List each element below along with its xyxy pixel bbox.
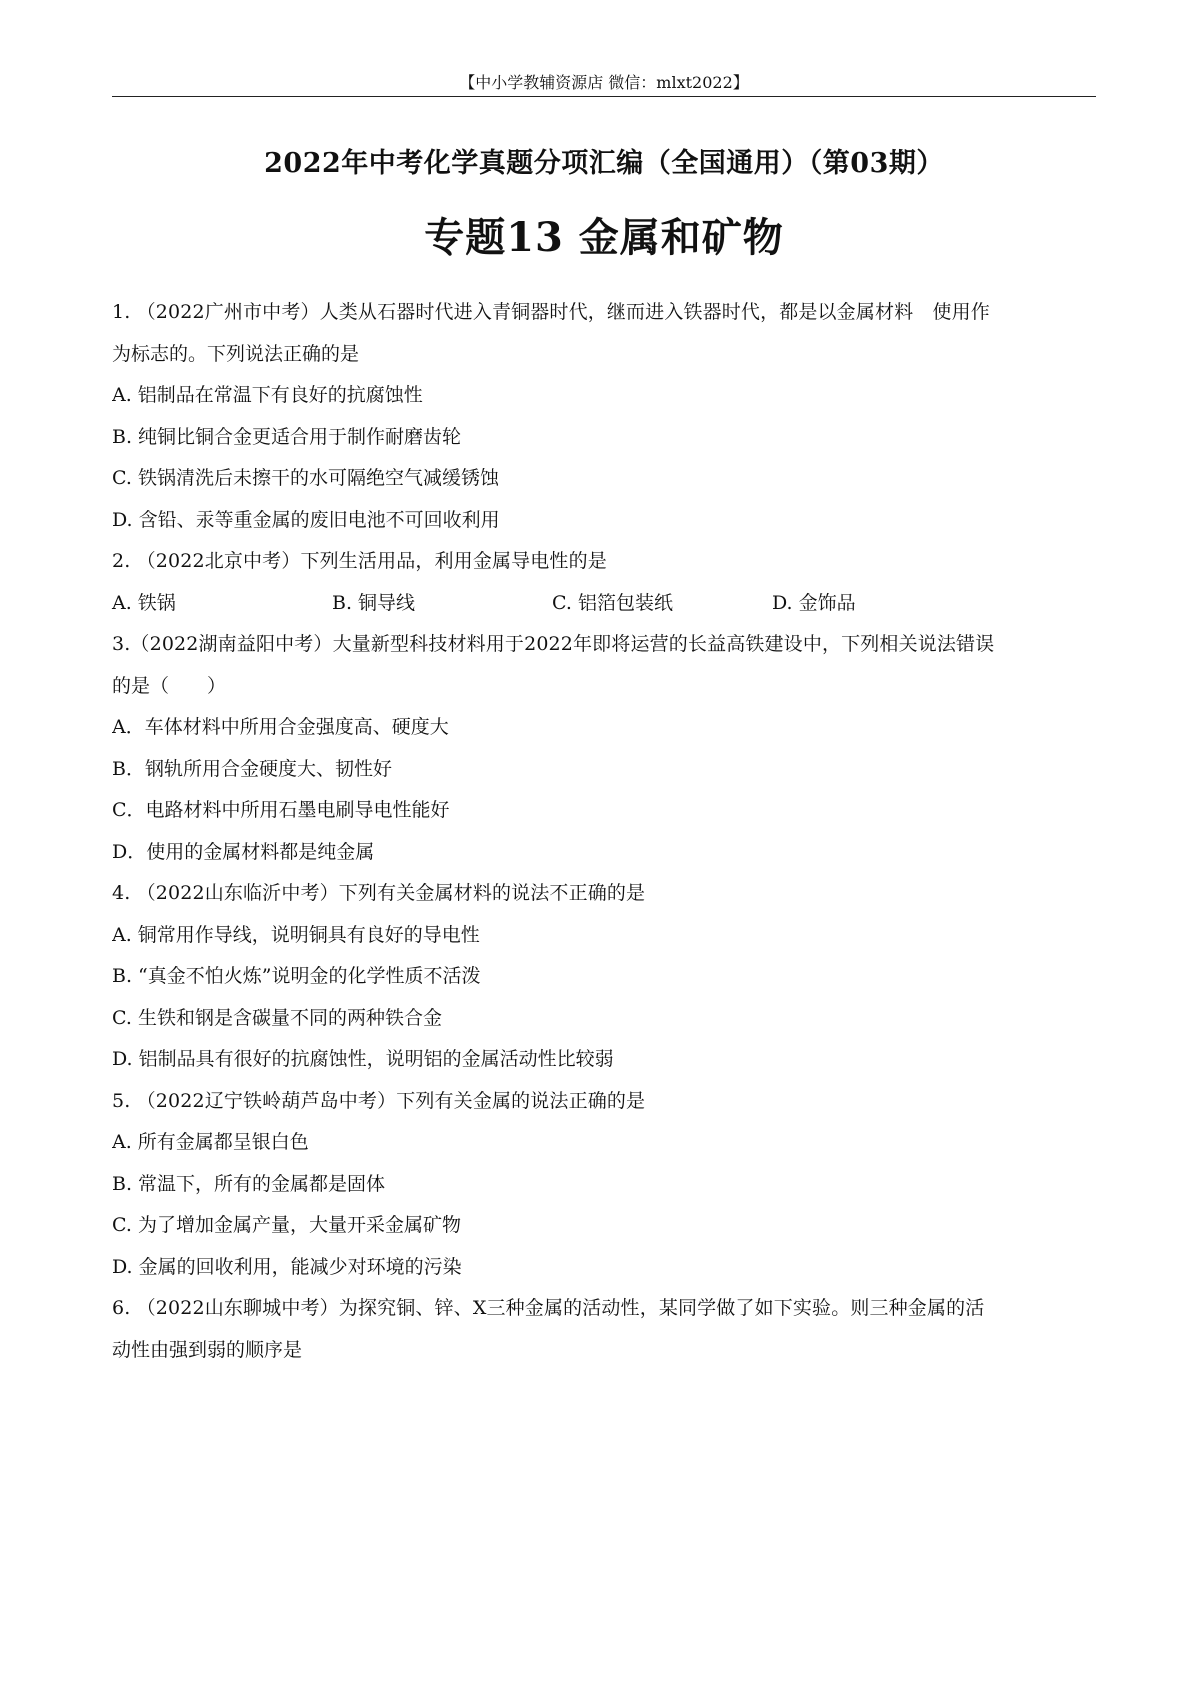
option-c: C. 铁锅清洗后未擦干的水可隔绝空气减缓锈蚀 <box>112 467 499 489</box>
stem-line: 1. （2022广州市中考）人类从石器时代进入青铜器时代，继而进入铁器时代，都是以金属材料 使用作 <box>112 301 990 323</box>
question-stem <box>112 541 1096 583</box>
stem-line: 4. （2022山东临沂中考）下列有关金属材料的说法不正确的是 <box>112 882 646 904</box>
option-c: C. 为了增加金属产量，大量开采金属矿物 <box>112 1214 461 1236</box>
question-4 <box>112 873 1096 1081</box>
option-c: C. 生铁和钢是含碳量不同的两种铁合金 <box>112 1006 442 1029</box>
document-title: 2022年中考化学真题分项汇编（全国通用）（第03期） <box>264 148 944 179</box>
option-a: A. 铜常用作导线，说明铜具有良好的导电性 <box>112 923 480 946</box>
option-a: A．车体材料中所用合金强度高、硬度大 <box>112 716 449 738</box>
stem-line: 2. （2022北京中考）下列生活用品，利用金属导电性的是 <box>112 550 607 572</box>
option-b: B. 常温下，所有的金属都是固体 <box>112 1172 386 1195</box>
question-6 <box>112 1288 1096 1371</box>
question-stem <box>112 873 1096 915</box>
option-b: B．钢轨所用合金硬度大、韧性好 <box>112 757 392 780</box>
option-c: C．电路材料中所用石墨电刷导电性能好 <box>112 799 450 821</box>
question-stem <box>112 1081 1096 1123</box>
question-3 <box>112 624 1096 873</box>
topic-title: 专题13 金属和矿物 <box>424 214 784 261</box>
option-b: B. “真金不怕火炼”说明金的化学性质不活泼 <box>112 965 481 987</box>
option-d: D．使用的金属材料都是纯金属 <box>112 840 375 863</box>
question-1 <box>112 292 1096 541</box>
stem-line: 3.（2022湖南益阳中考）大量新型科技材料用于2022年即将运营的长益高铁建设中，下列相关说法错误 <box>112 633 995 655</box>
option-d: D. 铝制品具有很好的抗腐蚀性，说明铝的金属活动性比较弱 <box>112 1048 614 1070</box>
options-row <box>112 583 1096 625</box>
question-2 <box>112 541 1096 624</box>
stem-line: 的是（ ） <box>112 674 227 697</box>
option-d: D. 金饰品 <box>772 591 856 614</box>
question-5 <box>112 1081 1096 1289</box>
option-a: A. 所有金属都呈银白色 <box>112 1131 309 1153</box>
page-header: 【中小学教辅资源店 微信：mlxt2022】 <box>459 73 749 92</box>
option-d: D. 含铅、汞等重金属的废旧电池不可回收利用 <box>112 508 500 531</box>
header-divider <box>112 96 1096 97</box>
option-b: B. 铜导线 <box>332 591 416 614</box>
option-c: C. 铝箔包装纸 <box>552 591 673 614</box>
stem-line: 为标志的。下列说法正确的是 <box>112 342 360 365</box>
stem-line: 6. （2022山东聊城中考）为探究铜、锌、X三种金属的活动性，某同学做了如下实验。则三种金属的活 <box>112 1297 985 1319</box>
question-stem <box>112 624 1096 707</box>
question-stem <box>112 292 1096 375</box>
stem-line: 动性由强到弱的顺序是 <box>112 1338 303 1361</box>
option-b: B. 纯铜比铜合金更适合用于制作耐磨齿轮 <box>112 425 462 448</box>
option-a: A. 铝制品在常温下有良好的抗腐蚀性 <box>112 384 423 406</box>
stem-line: 5. （2022辽宁铁岭葫芦岛中考）下列有关金属的说法正确的是 <box>112 1089 646 1112</box>
option-a: A. 铁锅 <box>112 591 176 614</box>
question-stem <box>112 1288 1096 1371</box>
question-list <box>112 292 1096 1371</box>
option-d: D. 金属的回收利用，能减少对环境的污染 <box>112 1255 462 1278</box>
